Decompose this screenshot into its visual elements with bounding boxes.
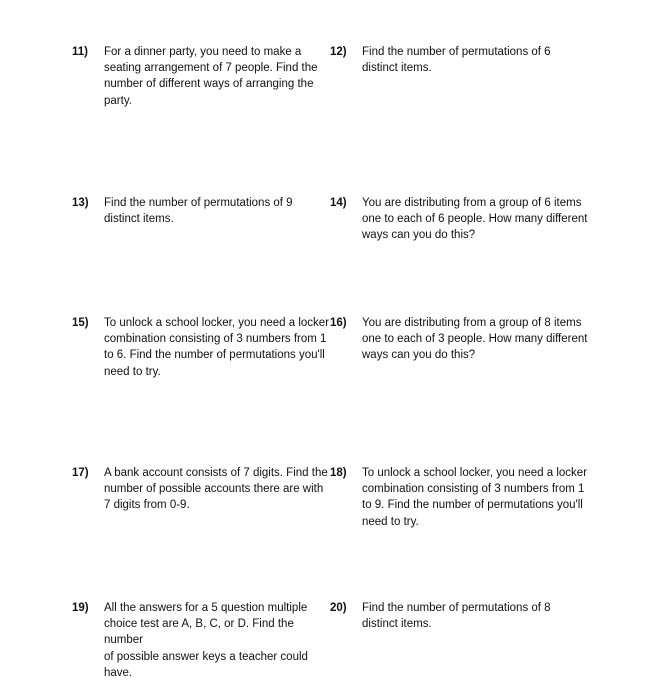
problem-text: You are distributing from a group of 8 items one to each of 3 people. How many different ways can you do this? [362,317,588,362]
problem-number: 12) [330,46,347,58]
problem-number: 11) [72,46,88,58]
problem-text: You are distributing from a group of 6 items one to each of 6 people. How many different ways can you do this? [362,197,588,242]
problem-text: Find the number of permutations of 9 distinct items. [104,197,293,226]
problem-text: All the answers for a 5 question multiple choice test are A, B, C, or D. Find the number of possible answer keys a teacher could have. [104,602,308,679]
problem-text: For a dinner party, you need to make a seating arrangement of 7 people. Find the number of different ways of arranging the party. [104,46,318,107]
problem-number: 13) [72,197,89,209]
problem-text: Find the number of permutations of 6 distinct items. [362,46,551,75]
problem-number: 20) [330,602,347,614]
problem-number: 19) [72,602,89,614]
problem-number: 17) [72,467,89,479]
problem-number: 16) [330,317,347,329]
problem-number: 14) [330,197,347,209]
problem-text: To unlock a school locker, you need a locker combination consisting of 3 numbers from 1 to 6. Find the number of permutations you'll need to try. [104,317,330,378]
problem-number: 15) [72,317,89,329]
problem-number: 18) [330,467,347,479]
problem-text: Find the number of permutations of 8 distinct items. [362,602,551,631]
problem-text: To unlock a school locker, you need a locker combination consisting of 3 numbers from 1 to 9. Find the number of permutations you'll need to try. [362,467,588,528]
problem-text: A bank account consists of 7 digits. Find the number of possible accounts there are with 7 digits from 0-9. [104,467,328,512]
